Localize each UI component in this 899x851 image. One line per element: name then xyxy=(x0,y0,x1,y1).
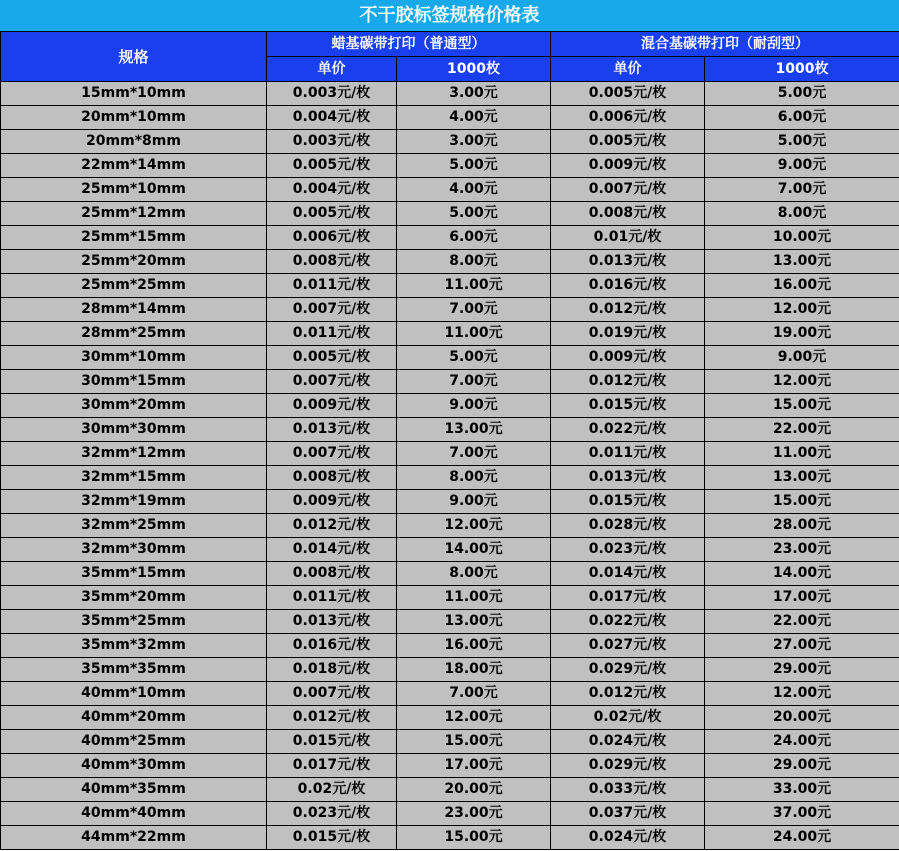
cell-spec: 25mm*20mm xyxy=(1,250,267,274)
table-row xyxy=(1,634,899,658)
cell-wax-per-1000: 8.00元 xyxy=(397,466,551,490)
cell-mixed-per-1000: 27.00元 xyxy=(705,634,899,658)
cell-mixed-unit-price: 0.012元/枚 xyxy=(551,298,705,322)
cell-mixed-per-1000: 9.00元 xyxy=(705,346,899,370)
cell-mixed-unit-price: 0.019元/枚 xyxy=(551,322,705,346)
table-row xyxy=(1,754,899,778)
table-row xyxy=(1,778,899,802)
table-row xyxy=(1,346,899,370)
cell-mixed-unit-price: 0.023元/枚 xyxy=(551,538,705,562)
cell-wax-per-1000: 11.00元 xyxy=(397,586,551,610)
cell-spec: 28mm*25mm xyxy=(1,322,267,346)
cell-spec: 40mm*35mm xyxy=(1,778,267,802)
cell-spec: 32mm*19mm xyxy=(1,490,267,514)
table-row xyxy=(1,706,899,730)
cell-spec: 35mm*32mm xyxy=(1,634,267,658)
cell-mixed-per-1000: 23.00元 xyxy=(705,538,899,562)
cell-wax-unit-price: 0.023元/枚 xyxy=(267,802,397,826)
cell-spec: 15mm*10mm xyxy=(1,82,267,106)
cell-wax-unit-price: 0.015元/枚 xyxy=(267,826,397,850)
cell-wax-per-1000: 3.00元 xyxy=(397,82,551,106)
table-row xyxy=(1,490,899,514)
cell-wax-per-1000: 8.00元 xyxy=(397,250,551,274)
cell-mixed-per-1000: 13.00元 xyxy=(705,466,899,490)
cell-wax-per-1000: 13.00元 xyxy=(397,418,551,442)
cell-mixed-per-1000: 11.00元 xyxy=(705,442,899,466)
cell-spec: 30mm*10mm xyxy=(1,346,267,370)
table-row xyxy=(1,250,899,274)
table-row xyxy=(1,730,899,754)
cell-wax-per-1000: 12.00元 xyxy=(397,514,551,538)
table-row xyxy=(1,178,899,202)
cell-spec: 35mm*35mm xyxy=(1,658,267,682)
cell-wax-per-1000: 7.00元 xyxy=(397,682,551,706)
cell-mixed-unit-price: 0.015元/枚 xyxy=(551,394,705,418)
cell-wax-per-1000: 5.00元 xyxy=(397,346,551,370)
cell-mixed-unit-price: 0.01元/枚 xyxy=(551,226,705,250)
cell-spec: 28mm*14mm xyxy=(1,298,267,322)
cell-wax-per-1000: 13.00元 xyxy=(397,610,551,634)
cell-wax-per-1000: 7.00元 xyxy=(397,298,551,322)
table-row xyxy=(1,442,899,466)
cell-mixed-per-1000: 22.00元 xyxy=(705,418,899,442)
cell-wax-unit-price: 0.004元/枚 xyxy=(267,106,397,130)
cell-spec: 32mm*25mm xyxy=(1,514,267,538)
cell-mixed-unit-price: 0.007元/枚 xyxy=(551,178,705,202)
cell-wax-unit-price: 0.007元/枚 xyxy=(267,298,397,322)
cell-wax-per-1000: 11.00元 xyxy=(397,322,551,346)
cell-mixed-unit-price: 0.015元/枚 xyxy=(551,490,705,514)
table-row xyxy=(1,130,899,154)
cell-mixed-unit-price: 0.012元/枚 xyxy=(551,370,705,394)
table-row xyxy=(1,370,899,394)
cell-wax-unit-price: 0.011元/枚 xyxy=(267,586,397,610)
cell-mixed-per-1000: 24.00元 xyxy=(705,826,899,850)
cell-wax-unit-price: 0.018元/枚 xyxy=(267,658,397,682)
cell-mixed-unit-price: 0.014元/枚 xyxy=(551,562,705,586)
cell-wax-unit-price: 0.015元/枚 xyxy=(267,730,397,754)
cell-wax-unit-price: 0.012元/枚 xyxy=(267,514,397,538)
cell-wax-unit-price: 0.016元/枚 xyxy=(267,634,397,658)
cell-mixed-per-1000: 17.00元 xyxy=(705,586,899,610)
cell-wax-per-1000: 15.00元 xyxy=(397,826,551,850)
cell-mixed-per-1000: 15.00元 xyxy=(705,490,899,514)
cell-mixed-per-1000: 9.00元 xyxy=(705,154,899,178)
table-body xyxy=(1,82,899,850)
cell-mixed-per-1000: 5.00元 xyxy=(705,130,899,154)
cell-mixed-unit-price: 0.024元/枚 xyxy=(551,826,705,850)
table-row xyxy=(1,658,899,682)
table-row xyxy=(1,466,899,490)
table-row xyxy=(1,322,899,346)
cell-wax-unit-price: 0.011元/枚 xyxy=(267,322,397,346)
cell-spec: 35mm*20mm xyxy=(1,586,267,610)
cell-wax-unit-price: 0.012元/枚 xyxy=(267,706,397,730)
cell-mixed-unit-price: 0.009元/枚 xyxy=(551,346,705,370)
cell-wax-unit-price: 0.02元/枚 xyxy=(267,778,397,802)
price-table xyxy=(0,31,899,850)
header-mixed-unit-price: 单价 xyxy=(551,57,705,82)
cell-wax-unit-price: 0.007元/枚 xyxy=(267,370,397,394)
cell-spec: 30mm*20mm xyxy=(1,394,267,418)
cell-wax-per-1000: 7.00元 xyxy=(397,370,551,394)
cell-wax-unit-price: 0.005元/枚 xyxy=(267,346,397,370)
table-row xyxy=(1,562,899,586)
cell-wax-per-1000: 11.00元 xyxy=(397,274,551,298)
table-row xyxy=(1,394,899,418)
table-row xyxy=(1,154,899,178)
header-mixed-per-1000: 1000枚 xyxy=(705,57,899,82)
cell-spec: 20mm*10mm xyxy=(1,106,267,130)
cell-wax-unit-price: 0.005元/枚 xyxy=(267,154,397,178)
cell-spec: 25mm*10mm xyxy=(1,178,267,202)
cell-wax-per-1000: 12.00元 xyxy=(397,706,551,730)
cell-mixed-unit-price: 0.009元/枚 xyxy=(551,154,705,178)
cell-wax-per-1000: 3.00元 xyxy=(397,130,551,154)
cell-wax-unit-price: 0.009元/枚 xyxy=(267,394,397,418)
cell-mixed-per-1000: 22.00元 xyxy=(705,610,899,634)
cell-mixed-per-1000: 12.00元 xyxy=(705,682,899,706)
table-row xyxy=(1,802,899,826)
table-row xyxy=(1,586,899,610)
table-row xyxy=(1,538,899,562)
header-wax-unit-price: 单价 xyxy=(267,57,397,82)
cell-mixed-unit-price: 0.013元/枚 xyxy=(551,466,705,490)
cell-wax-unit-price: 0.007元/枚 xyxy=(267,442,397,466)
cell-mixed-per-1000: 29.00元 xyxy=(705,658,899,682)
cell-mixed-per-1000: 16.00元 xyxy=(705,274,899,298)
cell-wax-unit-price: 0.006元/枚 xyxy=(267,226,397,250)
cell-mixed-per-1000: 12.00元 xyxy=(705,370,899,394)
cell-mixed-per-1000: 33.00元 xyxy=(705,778,899,802)
cell-wax-per-1000: 5.00元 xyxy=(397,154,551,178)
cell-spec: 40mm*25mm xyxy=(1,730,267,754)
cell-wax-per-1000: 18.00元 xyxy=(397,658,551,682)
cell-mixed-unit-price: 0.037元/枚 xyxy=(551,802,705,826)
cell-wax-unit-price: 0.003元/枚 xyxy=(267,82,397,106)
header-mixed-group: 混合基碳带打印（耐刮型） xyxy=(551,32,899,57)
cell-wax-per-1000: 15.00元 xyxy=(397,730,551,754)
cell-mixed-unit-price: 0.033元/枚 xyxy=(551,778,705,802)
cell-wax-per-1000: 6.00元 xyxy=(397,226,551,250)
cell-spec: 20mm*8mm xyxy=(1,130,267,154)
cell-mixed-unit-price: 0.006元/枚 xyxy=(551,106,705,130)
cell-mixed-unit-price: 0.024元/枚 xyxy=(551,730,705,754)
cell-mixed-per-1000: 5.00元 xyxy=(705,82,899,106)
cell-wax-unit-price: 0.013元/枚 xyxy=(267,610,397,634)
cell-wax-unit-price: 0.013元/枚 xyxy=(267,418,397,442)
cell-spec: 35mm*25mm xyxy=(1,610,267,634)
cell-wax-per-1000: 20.00元 xyxy=(397,778,551,802)
cell-mixed-unit-price: 0.028元/枚 xyxy=(551,514,705,538)
cell-spec: 30mm*30mm xyxy=(1,418,267,442)
cell-spec: 30mm*15mm xyxy=(1,370,267,394)
table-row xyxy=(1,418,899,442)
cell-mixed-unit-price: 0.011元/枚 xyxy=(551,442,705,466)
cell-wax-per-1000: 17.00元 xyxy=(397,754,551,778)
cell-mixed-unit-price: 0.013元/枚 xyxy=(551,250,705,274)
header-wax-group: 蜡基碳带打印（普通型） xyxy=(267,32,551,57)
cell-spec: 22mm*14mm xyxy=(1,154,267,178)
cell-mixed-unit-price: 0.027元/枚 xyxy=(551,634,705,658)
cell-wax-unit-price: 0.009元/枚 xyxy=(267,490,397,514)
cell-mixed-unit-price: 0.029元/枚 xyxy=(551,754,705,778)
cell-spec: 25mm*25mm xyxy=(1,274,267,298)
cell-wax-unit-price: 0.007元/枚 xyxy=(267,682,397,706)
cell-spec: 32mm*12mm xyxy=(1,442,267,466)
cell-wax-unit-price: 0.008元/枚 xyxy=(267,562,397,586)
header-spec: 规格 xyxy=(1,32,267,82)
cell-mixed-per-1000: 15.00元 xyxy=(705,394,899,418)
cell-mixed-per-1000: 19.00元 xyxy=(705,322,899,346)
cell-wax-per-1000: 9.00元 xyxy=(397,490,551,514)
cell-mixed-per-1000: 12.00元 xyxy=(705,298,899,322)
table-row xyxy=(1,274,899,298)
cell-wax-per-1000: 23.00元 xyxy=(397,802,551,826)
cell-wax-per-1000: 16.00元 xyxy=(397,634,551,658)
cell-spec: 25mm*15mm xyxy=(1,226,267,250)
table-row xyxy=(1,82,899,106)
cell-mixed-per-1000: 20.00元 xyxy=(705,706,899,730)
cell-mixed-unit-price: 0.02元/枚 xyxy=(551,706,705,730)
table-row xyxy=(1,226,899,250)
cell-mixed-unit-price: 0.005元/枚 xyxy=(551,82,705,106)
cell-mixed-unit-price: 0.022元/枚 xyxy=(551,610,705,634)
header-wax-per-1000: 1000枚 xyxy=(397,57,551,82)
cell-wax-unit-price: 0.008元/枚 xyxy=(267,466,397,490)
cell-wax-per-1000: 5.00元 xyxy=(397,202,551,226)
cell-mixed-unit-price: 0.016元/枚 xyxy=(551,274,705,298)
cell-wax-per-1000: 4.00元 xyxy=(397,106,551,130)
cell-spec: 25mm*12mm xyxy=(1,202,267,226)
cell-wax-unit-price: 0.014元/枚 xyxy=(267,538,397,562)
table-row xyxy=(1,106,899,130)
cell-wax-per-1000: 9.00元 xyxy=(397,394,551,418)
cell-mixed-unit-price: 0.008元/枚 xyxy=(551,202,705,226)
cell-mixed-unit-price: 0.017元/枚 xyxy=(551,586,705,610)
cell-mixed-unit-price: 0.029元/枚 xyxy=(551,658,705,682)
cell-mixed-unit-price: 0.005元/枚 xyxy=(551,130,705,154)
cell-spec: 35mm*15mm xyxy=(1,562,267,586)
table-row xyxy=(1,826,899,850)
cell-spec: 32mm*15mm xyxy=(1,466,267,490)
cell-wax-unit-price: 0.005元/枚 xyxy=(267,202,397,226)
cell-mixed-per-1000: 7.00元 xyxy=(705,178,899,202)
table-row xyxy=(1,682,899,706)
cell-wax-per-1000: 8.00元 xyxy=(397,562,551,586)
cell-wax-per-1000: 7.00元 xyxy=(397,442,551,466)
cell-wax-unit-price: 0.017元/枚 xyxy=(267,754,397,778)
cell-spec: 40mm*40mm xyxy=(1,802,267,826)
table-row xyxy=(1,610,899,634)
cell-mixed-per-1000: 28.00元 xyxy=(705,514,899,538)
cell-mixed-per-1000: 13.00元 xyxy=(705,250,899,274)
cell-mixed-per-1000: 8.00元 xyxy=(705,202,899,226)
table-row xyxy=(1,202,899,226)
cell-wax-unit-price: 0.004元/枚 xyxy=(267,178,397,202)
cell-mixed-per-1000: 10.00元 xyxy=(705,226,899,250)
page-title: 不干胶标签规格价格表 xyxy=(0,0,899,32)
cell-spec: 40mm*20mm xyxy=(1,706,267,730)
cell-mixed-unit-price: 0.022元/枚 xyxy=(551,418,705,442)
cell-mixed-per-1000: 6.00元 xyxy=(705,106,899,130)
cell-spec: 40mm*30mm xyxy=(1,754,267,778)
cell-wax-per-1000: 14.00元 xyxy=(397,538,551,562)
table-row xyxy=(1,298,899,322)
cell-mixed-per-1000: 29.00元 xyxy=(705,754,899,778)
cell-wax-unit-price: 0.008元/枚 xyxy=(267,250,397,274)
cell-spec: 32mm*30mm xyxy=(1,538,267,562)
cell-mixed-per-1000: 14.00元 xyxy=(705,562,899,586)
cell-wax-unit-price: 0.011元/枚 xyxy=(267,274,397,298)
cell-mixed-unit-price: 0.012元/枚 xyxy=(551,682,705,706)
cell-wax-per-1000: 4.00元 xyxy=(397,178,551,202)
cell-mixed-per-1000: 24.00元 xyxy=(705,730,899,754)
cell-spec: 44mm*22mm xyxy=(1,826,267,850)
cell-spec: 40mm*10mm xyxy=(1,682,267,706)
table-row xyxy=(1,514,899,538)
cell-wax-unit-price: 0.003元/枚 xyxy=(267,130,397,154)
cell-mixed-per-1000: 37.00元 xyxy=(705,802,899,826)
